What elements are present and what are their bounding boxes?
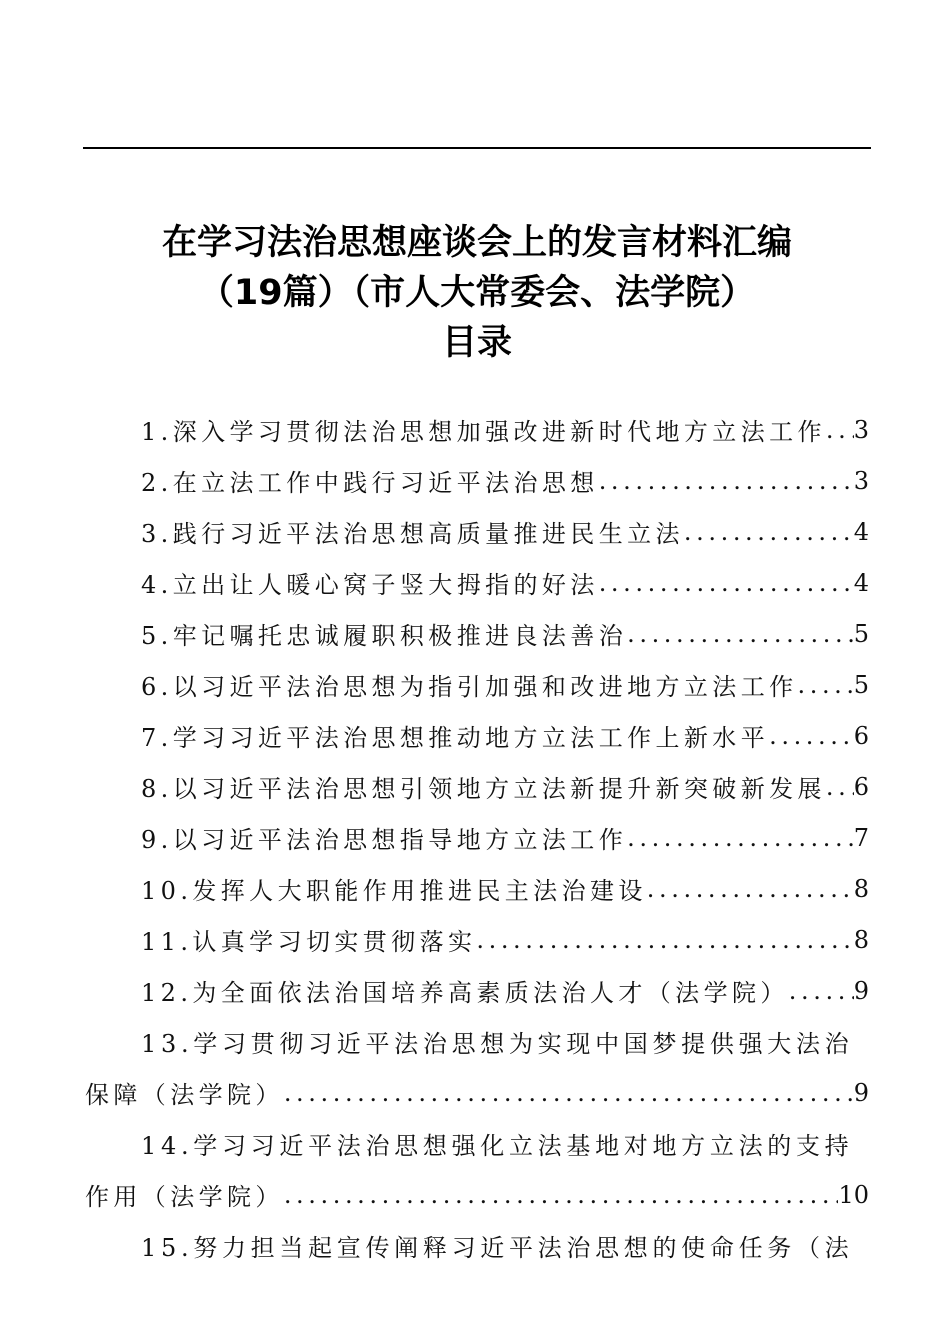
toc-entry-label-continued: 保障（法学院） [85, 1081, 284, 1109]
toc-entry-2[interactable] [85, 455, 869, 506]
toc-page-number: 7 [853, 823, 869, 852]
toc-entry-3[interactable] [85, 506, 869, 557]
toc-entry-6[interactable] [85, 659, 869, 710]
toc-leader-dots [627, 824, 854, 852]
toc-entry-14-line-1[interactable] [85, 1118, 869, 1169]
toc-entry-label: 14.学习习近平法治思想强化立法基地对地方立法的支持 [141, 1132, 854, 1160]
toc-entry-label: 4.立出让人暖心窝子竖大拇指的好法 [141, 571, 599, 599]
toc-leader-dots [798, 671, 854, 699]
toc-page-number: 4 [853, 517, 869, 546]
toc-leader-dots [769, 722, 854, 750]
header-rule [83, 147, 871, 149]
table-of-contents [85, 404, 869, 1271]
toc-page-number: 3 [853, 415, 869, 444]
toc-entry-14-line-2[interactable] [85, 1169, 869, 1220]
toc-page-number: 5 [853, 619, 869, 648]
toc-leader-dots [826, 416, 854, 444]
document-title [83, 218, 871, 368]
toc-entry-7[interactable] [85, 710, 869, 761]
toc-leader-dots [627, 620, 854, 648]
toc-entry-label: 11.认真学习切实贯彻落实 [141, 928, 477, 956]
toc-entry-label: 15.努力担当起宣传阐释习近平法治思想的使命任务（法 [141, 1234, 854, 1262]
toc-entry-1[interactable] [85, 404, 869, 455]
title-line-3: 目录 [441, 323, 512, 363]
toc-entry-label: 12.为全面依法治国培养高素质法治人才（法学院） [141, 979, 789, 1007]
toc-entry-label: 3.践行习近平法治思想高质量推进民生立法 [141, 520, 684, 548]
toc-page-number: 6 [853, 772, 869, 801]
toc-leader-dots [826, 773, 854, 801]
title-line-2: （19篇）（市人大常委会、法学院） [198, 273, 756, 313]
toc-entry-12[interactable] [85, 965, 869, 1016]
toc-entry-4[interactable] [85, 557, 869, 608]
toc-leader-dots [599, 569, 854, 597]
toc-page-number: 5 [853, 670, 869, 699]
toc-entry-11[interactable] [85, 914, 869, 965]
toc-entry-9[interactable] [85, 812, 869, 863]
toc-leader-dots [476, 926, 853, 954]
toc-entry-label-continued: 作用（法学院） [85, 1183, 284, 1211]
toc-entry-label: 10.发挥人大职能作用推进民主法治建设 [141, 877, 647, 905]
toc-entry-13-line-1[interactable] [85, 1016, 869, 1067]
toc-page-number: 9 [853, 976, 869, 1005]
toc-entry-label: 8.以习近平法治思想引领地方立法新提升新突破新发展 [141, 775, 826, 803]
toc-entry-10[interactable] [85, 863, 869, 914]
toc-entry-label: 9.以习近平法治思想指导地方立法工作 [141, 826, 628, 854]
toc-entry-13-line-2[interactable] [85, 1067, 869, 1118]
toc-entry-8[interactable] [85, 761, 869, 812]
toc-leader-dots [647, 875, 854, 903]
toc-page-number: 8 [853, 874, 869, 903]
toc-page-number: 10 [838, 1180, 869, 1209]
toc-leader-dots [284, 1079, 854, 1107]
toc-entry-label: 13.学习贯彻习近平法治思想为实现中国梦提供强大法治 [141, 1030, 854, 1058]
toc-leader-dots [684, 518, 854, 546]
toc-leader-dots [789, 977, 854, 1005]
toc-page-number: 9 [853, 1078, 869, 1107]
toc-entry-15-line-1[interactable] [85, 1220, 869, 1271]
toc-entry-label: 7.学习习近平法治思想推动地方立法工作上新水平 [141, 724, 770, 752]
toc-entry-label: 5.牢记嘱托忠诚履职积极推进良法善治 [141, 622, 628, 650]
toc-entry-label: 6.以习近平法治思想为指引加强和改进地方立法工作 [141, 673, 798, 701]
toc-page-number: 4 [853, 568, 869, 597]
toc-page-number: 6 [853, 721, 869, 750]
toc-page-number: 3 [853, 466, 869, 495]
toc-page-number: 8 [853, 925, 869, 954]
toc-entry-label: 1.深入学习贯彻法治思想加强改进新时代地方立法工作 [141, 418, 826, 446]
toc-leader-dots [284, 1181, 839, 1209]
toc-leader-dots [599, 467, 854, 495]
toc-entry-label: 2.在立法工作中践行习近平法治思想 [141, 469, 599, 497]
title-line-1: 在学习法治思想座谈会上的发言材料汇编 [161, 223, 792, 263]
toc-entry-5[interactable] [85, 608, 869, 659]
